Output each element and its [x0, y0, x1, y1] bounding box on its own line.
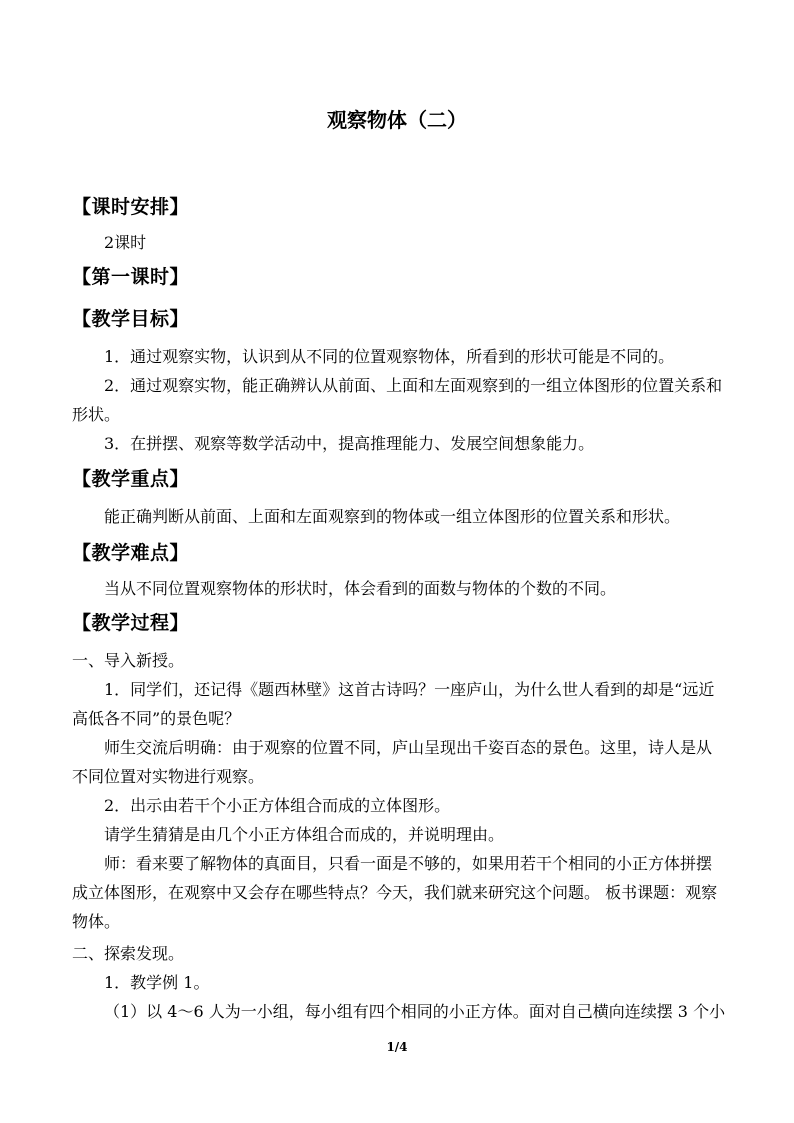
- part-1-para-1: 1．同学们，还记得《题西林壁》这首古诗吗？一座庐山，为什么世人看到的却是“远近高低各不同”的景色呢？: [72, 680, 715, 728]
- part-2-para-2: （1）以 4～6 人为一小组，每小组有四个相同的小正方体。面对自己横向连续摆 3 个小: [104, 1002, 726, 1021]
- schedule-text: 2课时: [104, 233, 147, 252]
- heading-process: 【教学过程】: [72, 612, 190, 634]
- heading-goals: 【教学目标】: [72, 308, 190, 330]
- page-number: 1/4: [386, 1040, 408, 1054]
- key-points-text: 能正确判断从前面、上面和左面观察到的物体或一组立体图形的位置关系和形状。: [104, 507, 681, 526]
- goal-1: 1．通过观察实物，认识到从不同的位置观察物体，所看到的形状可能是不同的。: [104, 347, 675, 366]
- heading-schedule: 【课时安排】: [72, 196, 190, 218]
- part-2-heading: 二、探索发现。: [72, 944, 185, 963]
- heading-key-points: 【教学重点】: [72, 468, 190, 490]
- heading-first-lesson: 【第一课时】: [72, 266, 190, 288]
- heading-difficult-points: 【教学难点】: [72, 542, 190, 564]
- document-title: 观察物体（二）: [327, 108, 467, 132]
- part-1-heading: 一、导入新授。: [72, 651, 185, 670]
- part-2-para-1: 1．教学例 1。: [104, 973, 210, 992]
- part-1-para-5: 师：看来要了解物体的真面目，只看一面是不够的，如果用若干个相同的小正方体拼摆成立体图形，在观察中又会存在哪些特点？今天，我们就来研究这个问题。 板书课题：观察物体。: [72, 854, 718, 931]
- goal-2: 2．通过观察实物，能正确辨认从前面、上面和左面观察到的一组立体图形的位置关系和形状。: [72, 376, 723, 424]
- difficult-points-text: 当从不同位置观察物体的形状时，体会看到的面数与物体的个数的不同。: [104, 579, 617, 598]
- goal-3: 3．在拼摆、观察等数学活动中，提高推理能力、发展空间想象能力。: [104, 434, 595, 453]
- part-1-para-4: 请学生猜猜是由几个小正方体组合而成的，并说明理由。: [104, 825, 505, 844]
- part-1-para-2: 师生交流后明确：由于观察的位置不同，庐山呈现出千姿百态的景色。这里，诗人是从不同位置对实物进行观察。: [72, 738, 713, 786]
- part-1-para-3: 2．出示由若干个小正方体组合而成的立体图形。: [104, 796, 451, 815]
